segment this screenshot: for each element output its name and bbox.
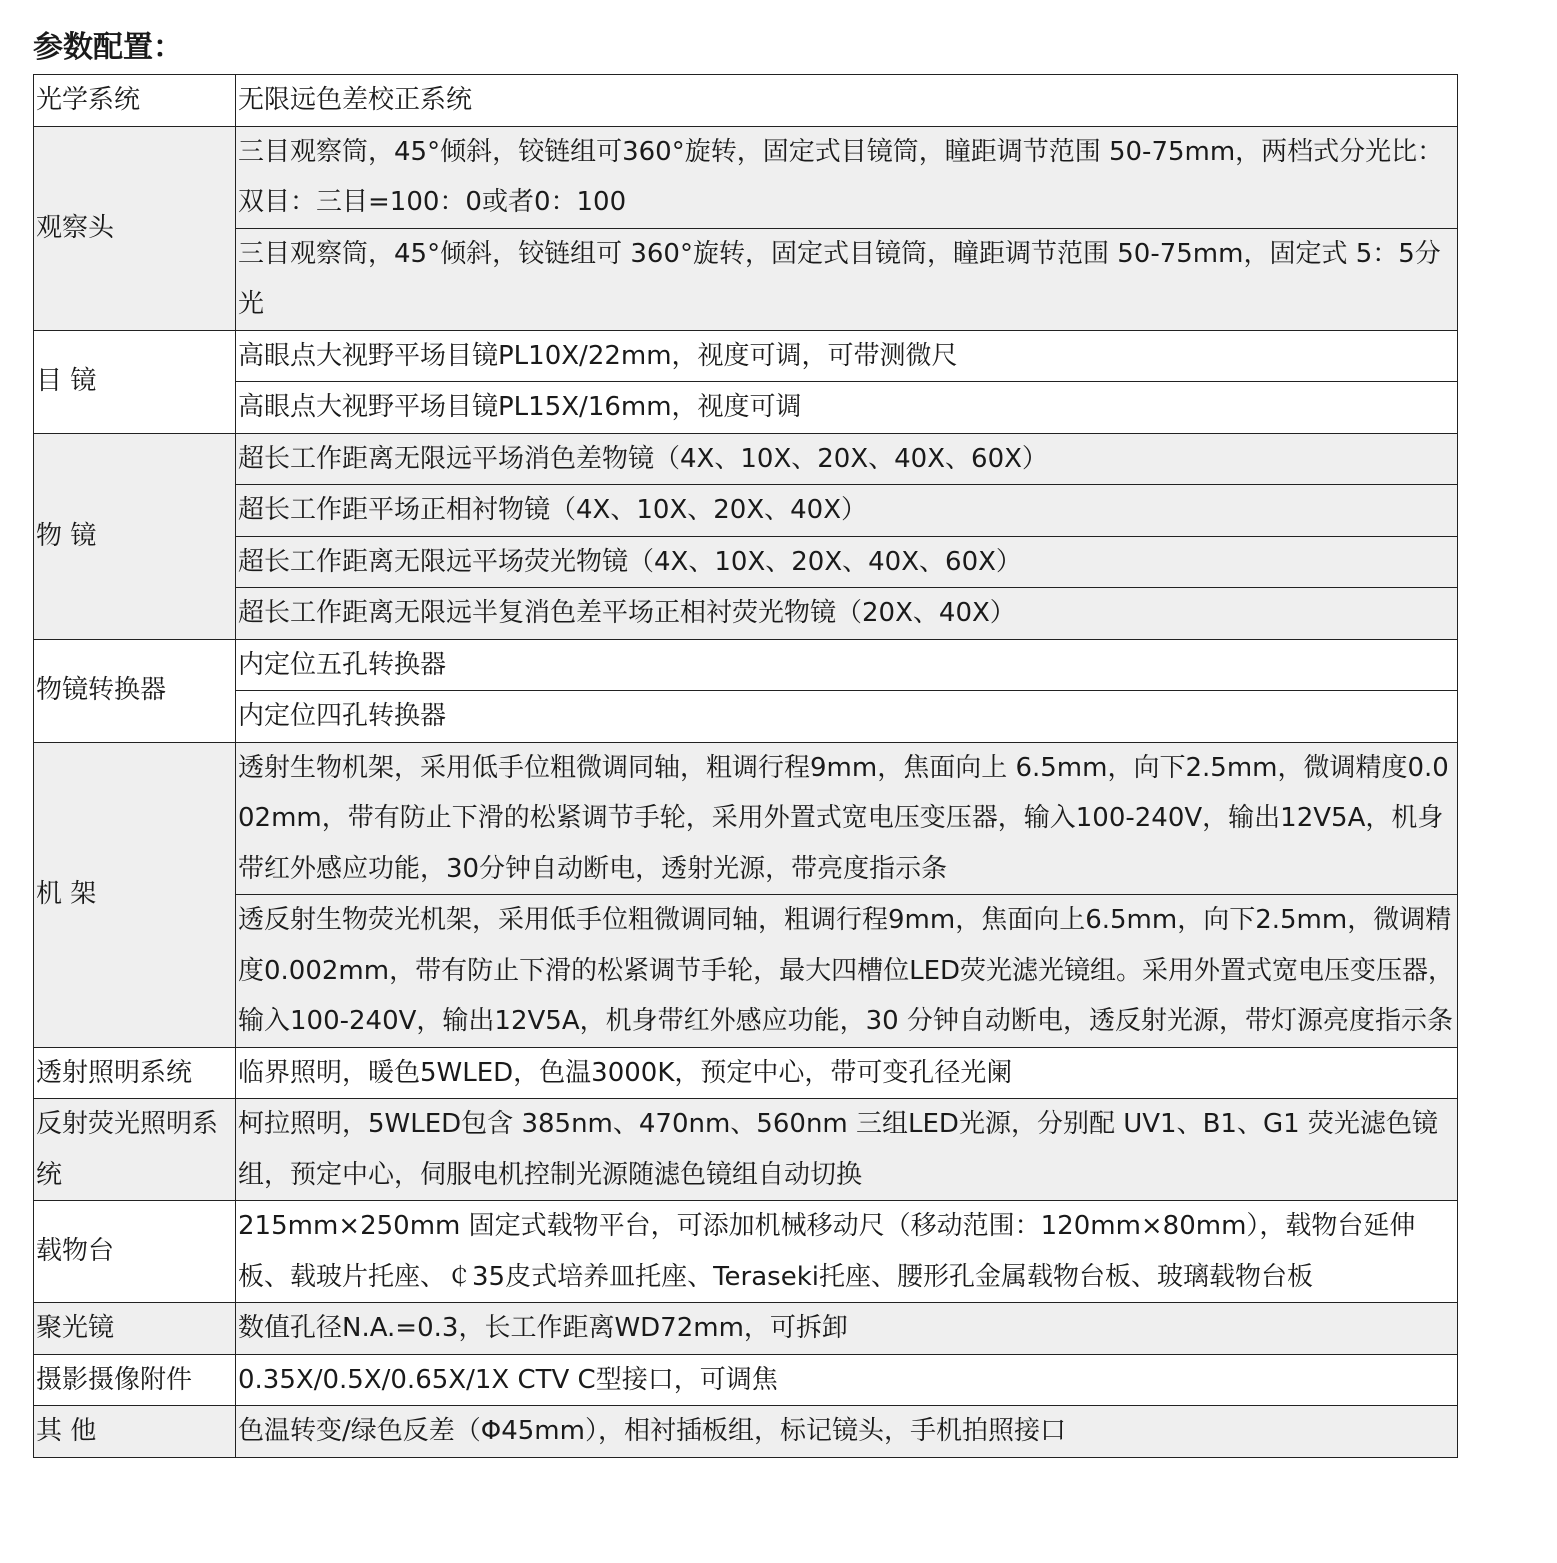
row-label-observation-head: 观察头 (34, 126, 236, 330)
row-label-eyepiece: 目 镜 (34, 330, 236, 433)
row-value: 215mm×250mm 固定式载物平台，可添加机械移动尺（移动范围：120mm×80mm），载物台延伸板、载玻片托座、￠35皮式培养皿托座、Teraseki托座、腰形孔金属载物台板、玻璃载物台板 (236, 1201, 1458, 1303)
row-value: 内定位四孔转换器 (236, 691, 1458, 743)
table-row (34, 485, 1458, 537)
table-row (34, 1354, 1458, 1406)
row-label-frame: 机 架 (34, 742, 236, 1047)
table-row (34, 382, 1458, 434)
row-value: 超长工作距离无限远平场荧光物镜（4X、10X、20X、40X、60X） (236, 536, 1458, 588)
row-value: 三目观察筒，45°倾斜，铰链组可 360°旋转，固定式目镜筒，瞳距调节范围 50-75mm，固定式 5：5分光 (236, 228, 1458, 330)
row-label-optical-system: 光学系统 (34, 75, 236, 127)
spec-table (33, 74, 1458, 1458)
row-value: 超长工作距离无限远半复消色差平场正相衬荧光物镜（20X、40X） (236, 588, 1458, 640)
row-value: 三目观察筒，45°倾斜，铰链组可360°旋转，固定式目镜筒，瞳距调节范围 50-75mm，两档式分光比：双目：三目=100：0或者0：100 (236, 126, 1458, 228)
row-label-nosepiece: 物镜转换器 (34, 639, 236, 742)
row-label-condenser: 聚光镜 (34, 1303, 236, 1355)
row-value: 高眼点大视野平场目镜PL10X/22mm，视度可调，可带测微尺 (236, 330, 1458, 382)
table-row (34, 1406, 1458, 1458)
row-value: 超长工作距离无限远平场消色差物镜（4X、10X、20X、40X、60X） (236, 433, 1458, 485)
table-row (34, 1201, 1458, 1303)
row-value: 透射生物机架，采用低手位粗微调同轴，粗调行程9mm，焦面向上 6.5mm，向下2.5mm，微调精度0.002mm，带有防止下滑的松紧调节手轮，采用外置式宽电压变压器，输入100-240V，输出12V5A，机身带红外感应功能，30分钟自动断电，透射光源，带亮度指示条 (236, 742, 1458, 895)
table-row (34, 895, 1458, 1048)
table-row (34, 330, 1458, 382)
row-label-other: 其 他 (34, 1406, 236, 1458)
table-row (34, 75, 1458, 127)
row-label-objective: 物 镜 (34, 433, 236, 639)
page-title: 参数配置： (33, 30, 183, 65)
row-value: 柯拉照明，5WLED包含 385nm、470nm、560nm 三组LED光源，分别配 UV1、B1、G1 荧光滤色镜组，预定中心，伺服电机控制光源随滤色镜组自动切换 (236, 1099, 1458, 1201)
table-row (34, 1047, 1458, 1099)
row-value: 高眼点大视野平场目镜PL15X/16mm，视度可调 (236, 382, 1458, 434)
table-row (34, 433, 1458, 485)
table-row (34, 1099, 1458, 1201)
table-row (34, 691, 1458, 743)
row-label-reflected-fluorescence: 反射荧光照明系统 (34, 1099, 236, 1201)
row-value: 色温转变/绿色反差（Φ45mm），相衬插板组，标记镜头，手机拍照接口 (236, 1406, 1458, 1458)
row-value: 临界照明，暖色5WLED，色温3000K，预定中心，带可变孔径光阑 (236, 1047, 1458, 1099)
table-row (34, 228, 1458, 330)
row-value: 0.35X/0.5X/0.65X/1X CTV C型接口，可调焦 (236, 1354, 1458, 1406)
table-row (34, 639, 1458, 691)
row-label-transmitted-illumination: 透射照明系统 (34, 1047, 236, 1099)
row-value: 超长工作距平场正相衬物镜（4X、10X、20X、40X） (236, 485, 1458, 537)
row-value: 无限远色差校正系统 (236, 75, 1458, 127)
table-row (34, 536, 1458, 588)
row-value: 透反射生物荧光机架，采用低手位粗微调同轴，粗调行程9mm，焦面向上6.5mm，向下2.5mm，微调精度0.002mm，带有防止下滑的松紧调节手轮，最大四槽位LED荧光滤光镜组。采用外置式宽电压变压器，输入100-240V，输出12V5A，机身带红外感应功能，30 分钟自动断电，透反射光源，带灯源亮度指示条 (236, 895, 1458, 1048)
row-value: 内定位五孔转换器 (236, 639, 1458, 691)
table-row (34, 1303, 1458, 1355)
table-row (34, 588, 1458, 640)
row-label-camera-accessory: 摄影摄像附件 (34, 1354, 236, 1406)
table-row (34, 742, 1458, 895)
row-value: 数值孔径N.A.=0.3，长工作距离WD72mm，可拆卸 (236, 1303, 1458, 1355)
row-label-stage: 载物台 (34, 1201, 236, 1303)
table-row (34, 126, 1458, 228)
